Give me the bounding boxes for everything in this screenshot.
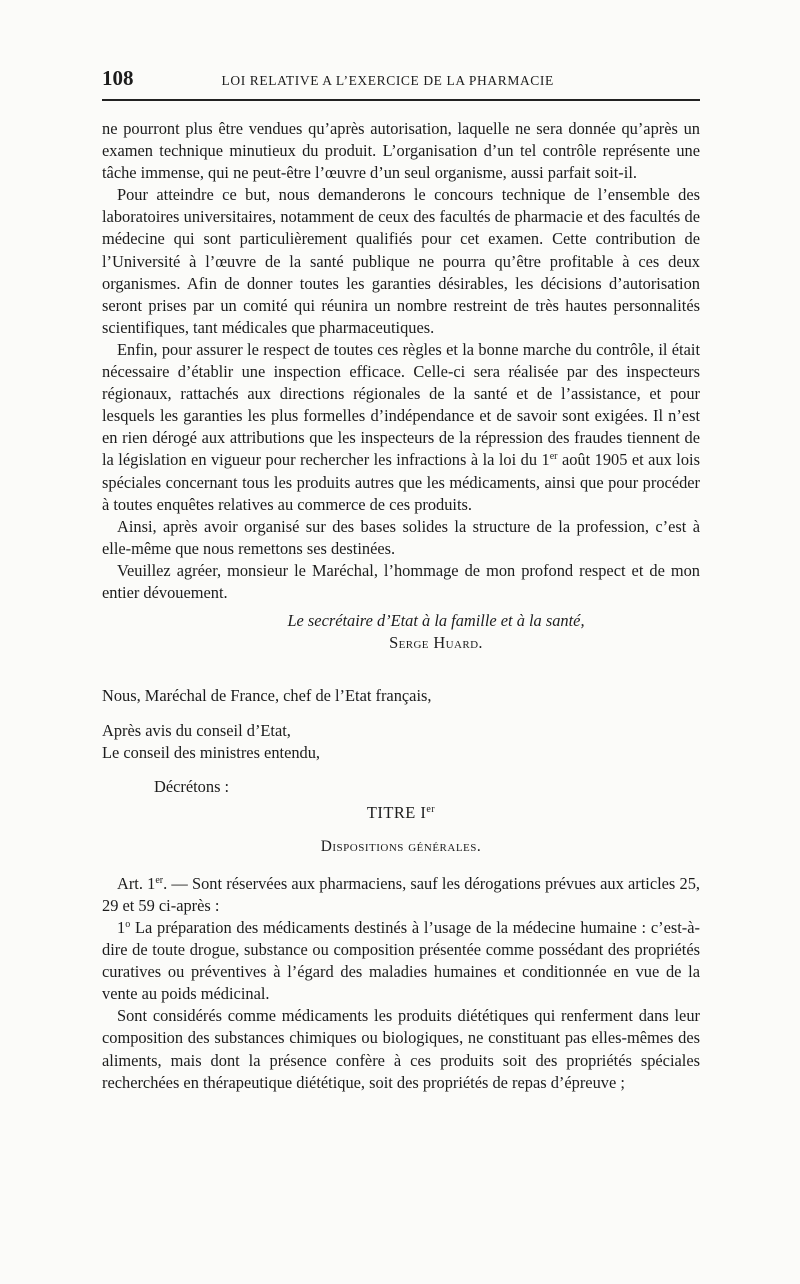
paragraph-text: août 1905 et aux lois spéciales concernant tous les produits autres que les médicaments, ainsi que pour procéder à toutes enquêtes relatives au commerce de ces produits. — [102, 450, 700, 514]
title-text: TITRE I — [366, 802, 427, 822]
article-item-1 — [102, 917, 700, 1005]
signature-name: Serge Huard. — [389, 633, 483, 653]
signature-title: Le secrétaire d’Etat à la famille et à la santé, — [287, 611, 585, 631]
paragraph — [102, 339, 700, 516]
article-text: . — Sont réservées aux pharmaciens, sauf les dérogations prévues aux articles 25, 29 et 59 ci-après : — [102, 873, 700, 915]
paragraph-text: Enfin, pour assurer le respect de toutes ces règles et la bonne marche du contrôle, il était nécessaire d’établir une inspection efficace. Celle-ci sera réalisée par des inspecteurs régionaux, rattachés aux directions régionales de la santé et de l’assistance, et pour lesquels les garanties les plus formelles d’indépendance et de savoir sont exigées. Il n’est en rien dérogé aux attributions que les inspecteurs de la répression des fraudes tiennent de la législation en vigueur pour rechercher les infractions à la loi du 1 — [102, 339, 700, 470]
superscript: er — [155, 874, 164, 886]
paragraph: Pour atteindre ce but, nous demanderons le concours technique de l’ensemble des laboratoires universitaires, notamment de ceux des facultés de pharmacie et des facultés de médecine qui sont particulièrement qualifiés pour cet examen. Cette contribution de l’Université à l’œuvre de la santé publique ne pourra qu’être profitable à ces deux organismes. Afin de donner toutes les garanties désirables, les décisions d’autorisation seront prises par un comité qui réunira un nombre restreint de très hautes personnalités scientifiques, tant médicales que pharmaceutiques. — [102, 185, 700, 337]
section-heading: Dispositions générales. — [320, 837, 482, 855]
paragraph: Ainsi, après avoir organisé sur des bases solides la structure de la profession, c’est à elle-même que nous remettons ses destinées. — [102, 516, 700, 558]
superscript: er — [549, 451, 558, 463]
article-1 — [102, 873, 700, 917]
decree-preamble: Le conseil des ministres entendu, — [102, 743, 321, 763]
decretons: Décrétons : — [154, 776, 230, 796]
item-number: 1 — [117, 918, 126, 937]
running-title: LOI RELATIVE A L’EXERCICE DE LA PHARMACIE — [221, 73, 554, 88]
item-text: La préparation des médicaments destinés à l’usage de la médecine humaine : c’est-à-dire de toute drogue, substance ou composition présentée comme possédant des propriétés curatives ou préventives à l’égard des maladies humaines et conditionnée en vue de la vente au poids médicinal. — [102, 918, 700, 1004]
paragraph: Veuillez agréer, monsieur le Maréchal, l’hommage de mon profond respect et de mon entier dévouement. — [102, 560, 700, 602]
title-heading — [102, 802, 700, 824]
decree-preamble: Nous, Maréchal de France, chef de l’Etat français, — [102, 686, 432, 706]
decree-preamble: Après avis du conseil d’Etat, — [102, 721, 291, 741]
superscript: o — [125, 919, 131, 930]
article-label: Art. 1 — [117, 873, 156, 893]
header-rule — [102, 99, 700, 101]
page-header — [102, 66, 700, 94]
superscript: er — [426, 803, 436, 815]
page-number: 108 — [102, 66, 134, 90]
page-body — [102, 118, 700, 1094]
paragraph: Sont considérés comme médicaments les produits diététiques qui renferment dans leur composition des substances chimiques ou biologiques, ne constituant pas elles-mêmes des aliments, mais dont la présence confère à ces produits soit des propriétés spéciales recherchées en thérapeutique diététique, soit des propriétés de repas d’épreuve ; — [102, 1006, 700, 1092]
paragraph: ne pourront plus être vendues qu’après autorisation, laquelle ne sera donnée qu’après un examen technique minutieux du produit. L’organisation d’un tel contrôle représente une tâche immense, qui ne peut-être l’œuvre d’un seul organisme, aussi parfait soit-il. — [102, 119, 700, 183]
